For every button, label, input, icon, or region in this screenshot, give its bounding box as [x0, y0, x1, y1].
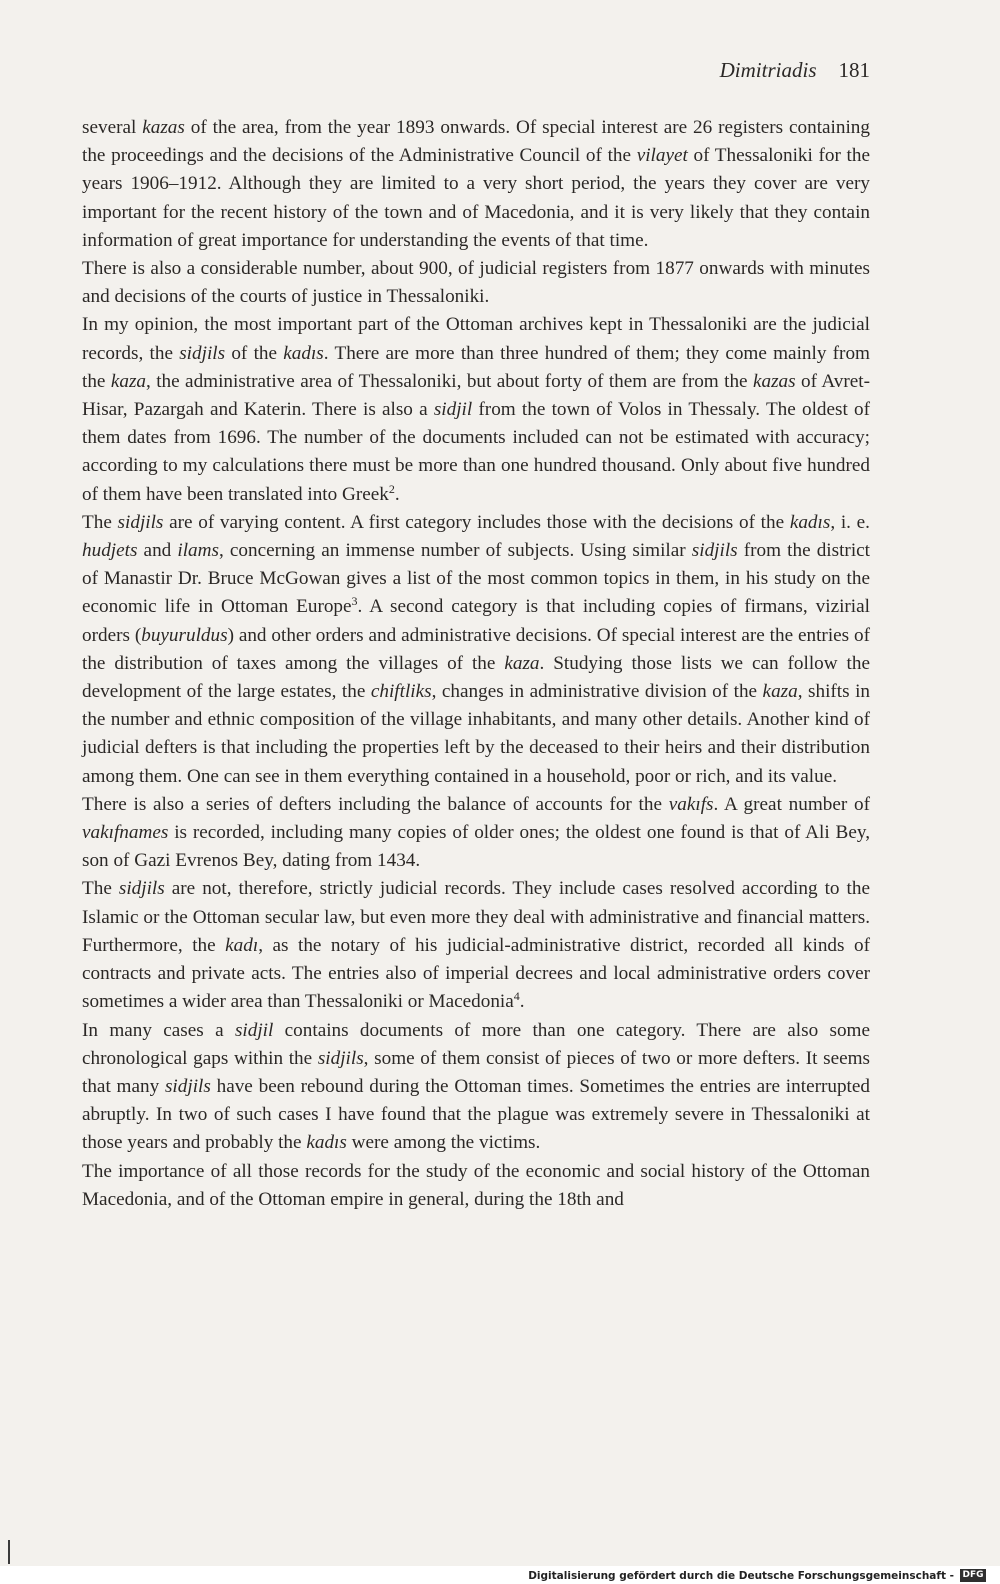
text-run: of Avret-Hisar, Pazargah and Katerin. There is also a [82, 370, 870, 421]
italic-term: kadıs [306, 1132, 347, 1154]
italic-term: sidjils [691, 540, 738, 562]
italic-term: kaza [110, 370, 147, 392]
page-number: 181 [838, 58, 870, 82]
text-run: . There are more than three hundred of them; they come mainly from the [82, 342, 870, 392]
paragraph [82, 255, 870, 311]
dfg-logo: DFG [960, 1569, 986, 1582]
scan-edge-mark [8, 1540, 10, 1564]
italic-term: kazas [752, 370, 796, 392]
paragraph [82, 509, 870, 791]
italic-term: chiftliks [370, 681, 432, 703]
italic-term: ilams [177, 540, 219, 562]
italic-term: kadıs [283, 342, 324, 364]
italic-term: sidjils [317, 1047, 364, 1069]
italic-term: vakıfnames [82, 822, 169, 844]
text-run: , changes in administrative division of the [431, 681, 763, 703]
text-run: The [82, 878, 119, 900]
footnote-marker: 2 [388, 481, 395, 496]
text-run: The importance of all those records for the study of the economic and social history of the Ottoman Macedonia, and of the Ottoman empire in general, during the 18th and [82, 1160, 870, 1210]
text-run: . A second category is that including copies of firmans, vizirial orders ( [82, 596, 870, 646]
text-run: of Thessaloniki for the years 1906–1912. Although they are limited to a very short period, the years they cover are very important for the recent history of the town and of Macedonia, and it is very likely that they contain information of great importance for understanding the events of that time. [82, 145, 870, 251]
body-text [82, 114, 870, 1214]
text-run: In my opinion, the most important part of the Ottoman archives kept in Thessaloniki are the judicial records, the [82, 314, 870, 364]
italic-term: hudjets [82, 540, 138, 562]
text-run: are not, therefore, strictly judicial records. They include cases resolved according to the Islamic or the Ottoman secular law, but even more they deal with administrative and financial matters. Furthermore, the [82, 878, 870, 956]
text-run: . Studying those lists we can follow the development of the large estates, the [82, 652, 870, 703]
funding-credit: Digitalisierung gefördert durch die Deutsche Forschungsgemeinschaft - [528, 1570, 954, 1582]
text-run: of the area, from the year 1893 onwards. Of special interest are 26 registers containing the proceedings and the decisions of the Administrative Council of the [82, 117, 870, 167]
italic-term: kadıs [789, 511, 831, 533]
footnote-marker: 4 [513, 989, 520, 1004]
italic-term: vakıfs [668, 793, 714, 815]
italic-term: sidjils [179, 342, 226, 364]
italic-term: sidjils [164, 1075, 211, 1097]
paragraph [82, 1017, 870, 1158]
text-run: were among the victims. [346, 1132, 541, 1154]
text-run: , the administrative area of Thessaloniki, but about forty of them are from the [146, 370, 753, 392]
text-run: , concerning an immense number of subjects. Using similar [218, 540, 692, 562]
italic-term: sidjils [117, 511, 164, 533]
text-run: several [82, 117, 143, 138]
italic-term: kaza [504, 652, 540, 674]
text-run: , shifts in the number and ethnic composition of the village inhabitants, and many other details. Another kind of judicial defters is that including the properties left by the deceased to their heirs and their distribution among them. One can see in them everything contained in a household, poor or rich, and its value. [82, 681, 870, 787]
text-run: from the town of Volos in Thessaly. The oldest of them dates from 1696. The number of the documents included can not be estimated with accuracy; according to my calculations there must be more than one hundred thousand. Only about five hundred of them have been translated into Greek [82, 399, 870, 505]
text-run: . [519, 991, 525, 1013]
text-run: contains documents of more than one category. There are also some chronological gaps within the [82, 1019, 870, 1069]
running-head-author: Dimitriadis [719, 58, 817, 82]
text-run: . [394, 483, 400, 505]
text-run: from the district of Manastir Dr. Bruce McGowan gives a list of the most common topics in them, in his study on the economic life in Ottoman Europe [82, 540, 870, 618]
italic-term: sidjil [234, 1019, 274, 1041]
footnote-marker: 3 [351, 594, 358, 609]
italic-term: buyuruldus [141, 624, 228, 646]
paragraph [82, 791, 870, 876]
paragraph [82, 311, 870, 508]
text-run: , as the notary of his judicial-administrative district, recorded all kinds of contracts and private acts. The entries also of imperial decrees and local administrative orders cover sometimes a wider area than Thessaloniki or Macedonia [82, 934, 870, 1013]
text-run: of the [225, 342, 284, 364]
text-run: . A great number of [713, 793, 870, 815]
text-run: There is also a series of defters including the balance of accounts for the [82, 793, 669, 815]
digitization-footer [0, 1566, 1000, 1584]
text-run: , i. e. [830, 511, 870, 533]
paragraph [82, 114, 870, 255]
text-run: are of varying content. A first category includes those with the decisions of the [163, 511, 790, 533]
text-run: , some of them consist of pieces of two or more defters. It seems that many [82, 1047, 870, 1097]
italic-term: kadı [225, 934, 259, 956]
paragraph [82, 1158, 870, 1214]
text-run: There is also a considerable number, about 900, of judicial registers from 1877 onwards with minutes and decisions of the courts of justice in Thessaloniki. [82, 258, 870, 308]
text-run: The [82, 511, 118, 533]
italic-term: sidjils [118, 878, 165, 900]
text-run: is recorded, including many copies of older ones; the oldest one found is that of Ali Bey, son of Gazi Evrenos Bey, dating from 1434. [82, 822, 870, 872]
text-run: ) and other orders and administrative decisions. Of special interest are the entries of the distribution of taxes among the villages of the [82, 624, 870, 674]
italic-term: kaza [762, 681, 798, 703]
running-head [720, 58, 870, 83]
italic-term: kazas [142, 117, 185, 138]
italic-term: sidjil [433, 399, 473, 421]
text-run: and [137, 540, 178, 562]
italic-term: vilayet [636, 145, 688, 167]
text-run: have been rebound during the Ottoman times. Sometimes the entries are interrupted abruptly. In two of such cases I have found that the plague was extremely severe in Thessaloniki at those years and probably the [82, 1075, 870, 1154]
text-run: In many cases a [82, 1019, 235, 1041]
paragraph [82, 875, 870, 1016]
